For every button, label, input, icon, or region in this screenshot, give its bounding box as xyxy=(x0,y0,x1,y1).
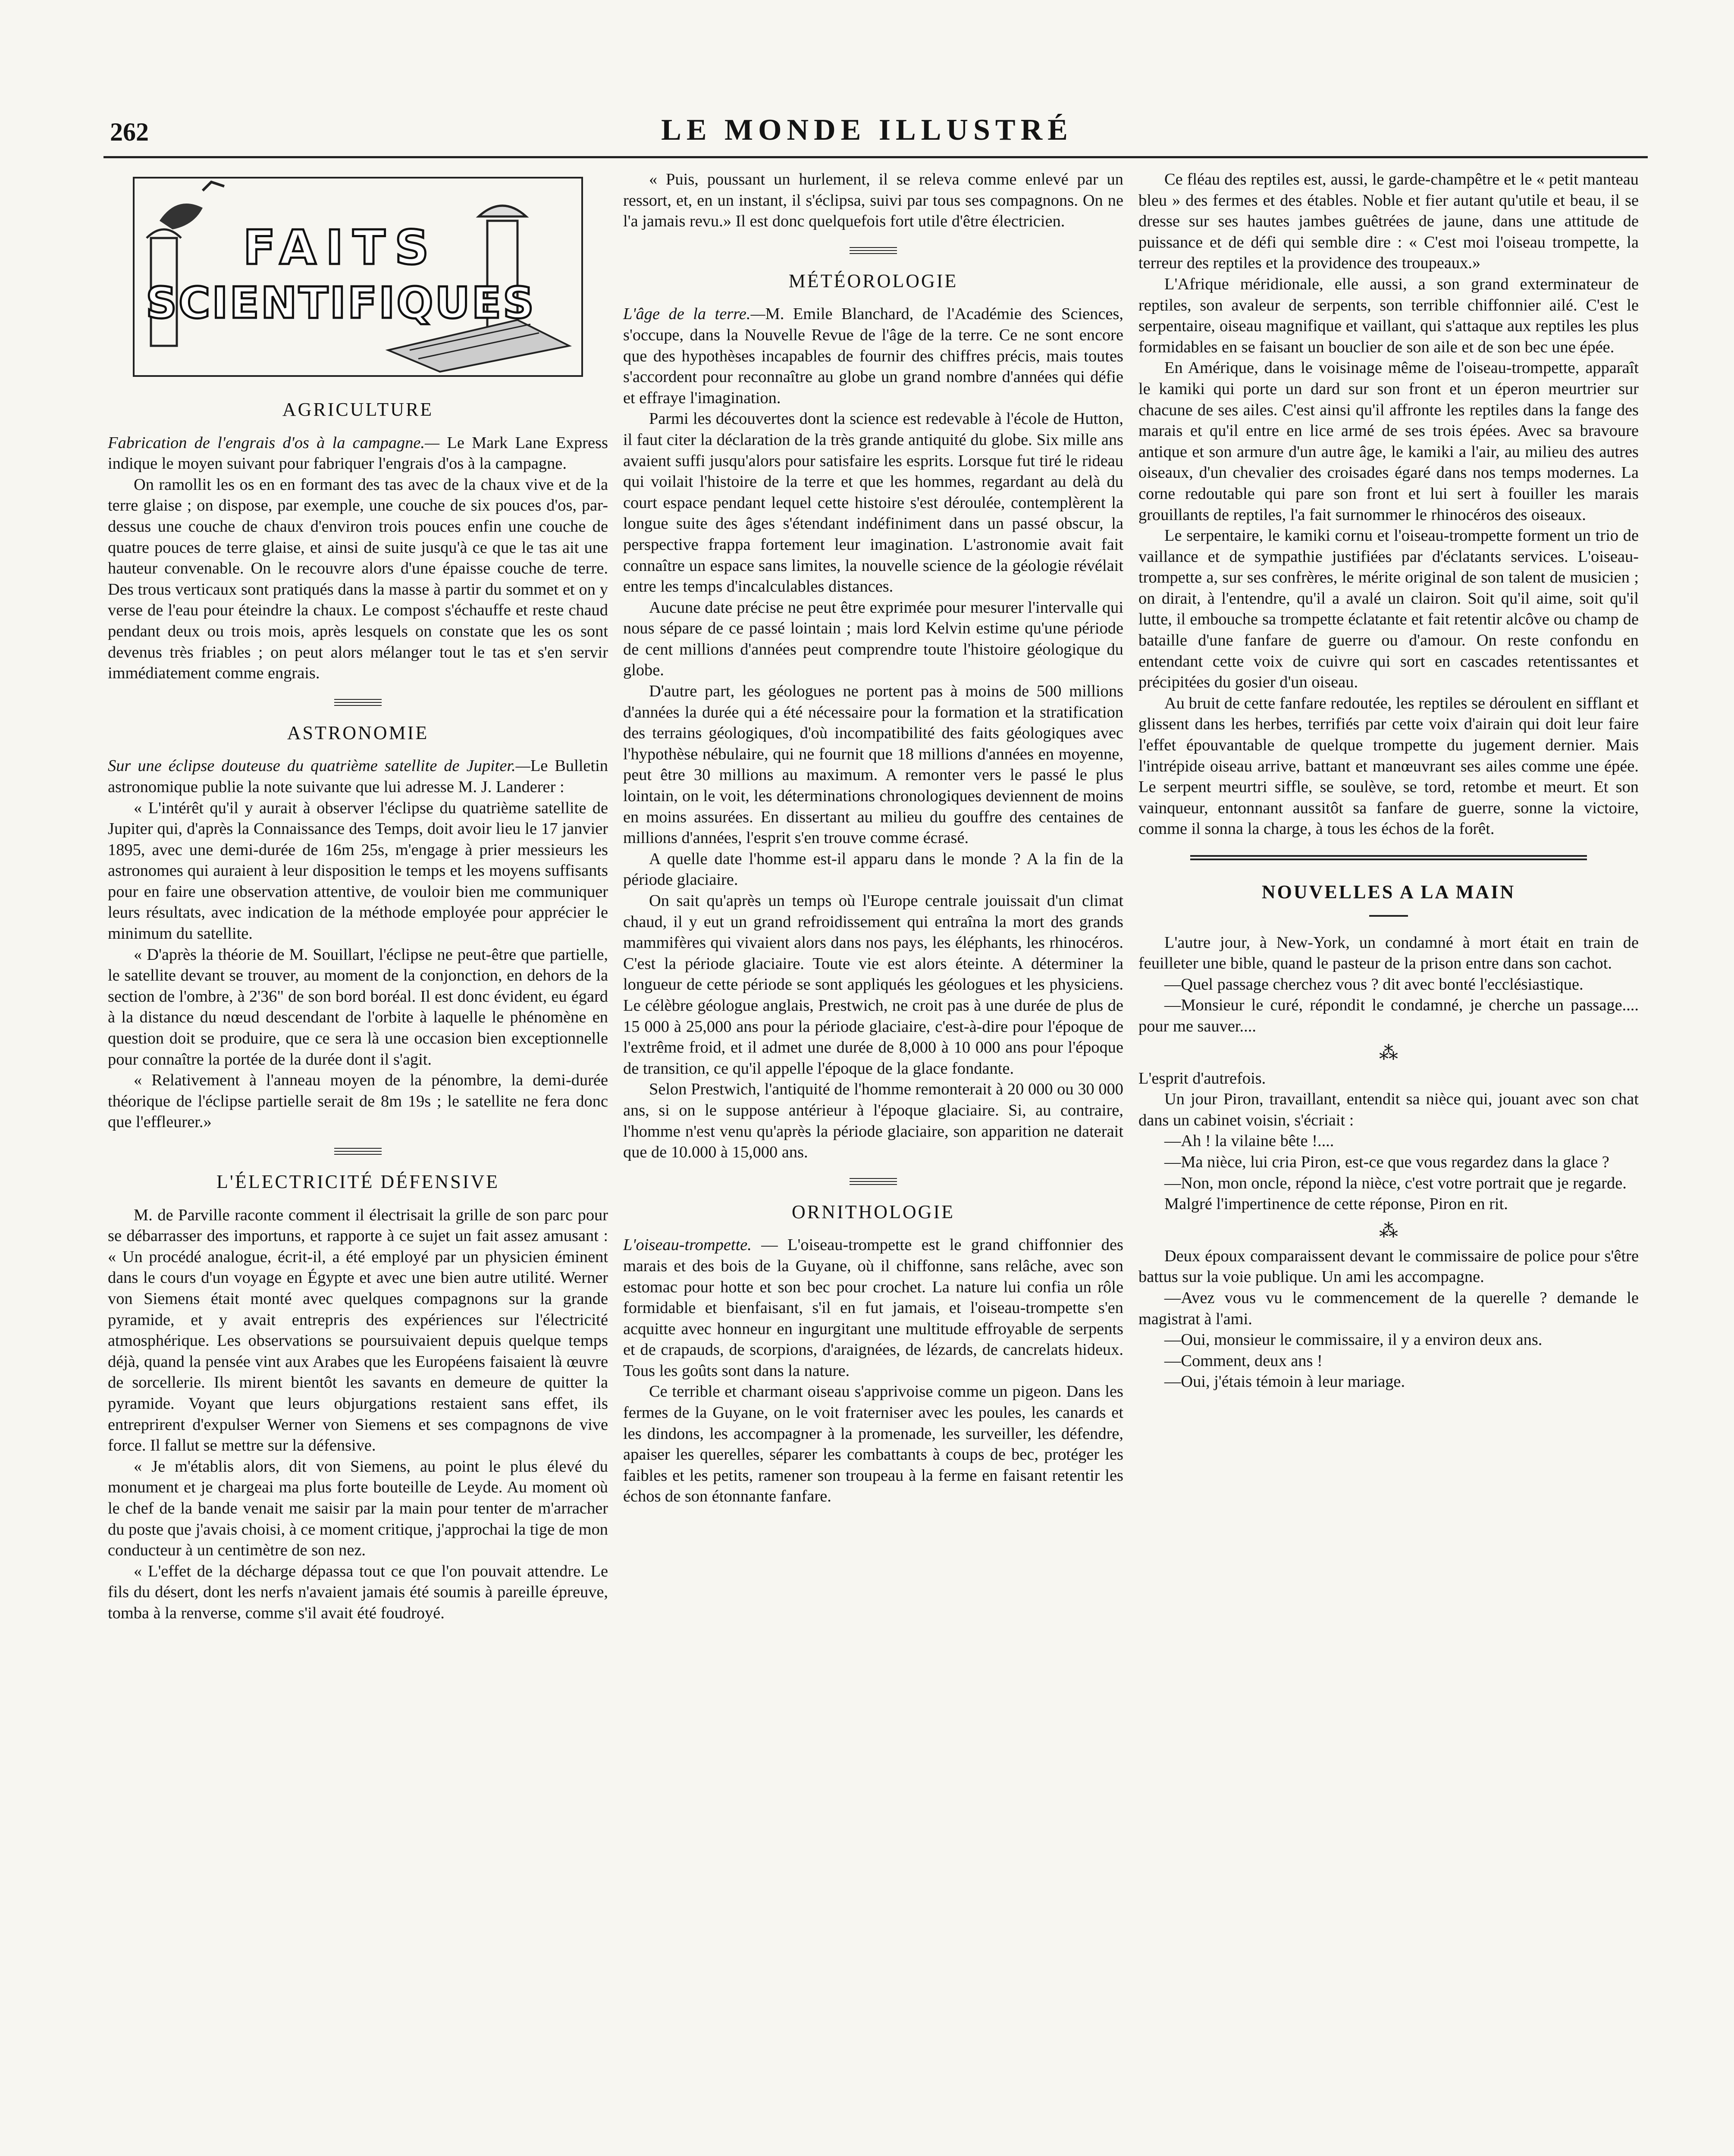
agri-p2: On ramollit les os en en formant des tas avec de la chaux vive et de la terre glaise ; on dispose, par exemple, une couche de six pouces d'os, par-dessus une couche de chaux d'environ trois pouces enfin une couche de quatre pouces de terre glaise, et ainsi de suite jusqu'à ce que le tas ait une hauteur convenable. On le recouvre alors d'une épaisse couche de terre. Des trous verticaux sont pratiqués dans la masse à partir du sommet et on y verse de l'eau pour éteindre la chaux. Le compost s'échauffe et reste chaud pendant deux ou trois mois, après lesquels on constate que les os sont devenus très friables ; on peut alors mélanger tout le tas et s'en servir immédiatement comme engrais. xyxy=(108,475,608,683)
asterism: ⁂ xyxy=(1379,1042,1398,1064)
meteo-p6: On sait qu'après un temps où l'Europe centrale jouissait d'un climat chaud, il y eut un grand refroidissement qui entraîna la mort des grands mammifères qui vivaient alors dans nos pays, les éléphants, les rhinocéros. C'est la période glaciaire. Toute vie est alors éteinte. A déterminer la longueur de cette période se sont appliqués les géologues et les physiciens. Le célèbre géologue anglais, Prestwich, ne croit pas à une durée de plus de 15 000 à 25,000 ans pour la période glaciaire, c'est-à-dire pour l'époque de l'extrême froid, et il admet une durée de 8,000 à 10 000 ans pour l'époque de transition, ce qu'il appelle l'époque de la glace fondante. xyxy=(623,892,1123,1078)
nouv-p10: Deux époux comparaissent devant le commissaire de police pour s'être battus sur la voie publique. Un ami les accompagne. xyxy=(1138,1247,1639,1286)
meteo-p7: Selon Prestwich, l'antiquité de l'homme remonterait à 20 000 ou 30 000 ans, si on le suppose antérieur à l'époque glaciaire. Si, au contraire, l'homme n'est venu qu'après la période glaciaire, son apparition ne daterait que de 10.000 à 15,000 ans. xyxy=(623,1080,1123,1162)
column-1 xyxy=(108,169,608,1623)
header-rule xyxy=(103,156,1648,158)
nouv-p4: L'esprit d'autrefois. xyxy=(1138,1069,1266,1087)
nouv-p9: Malgré l'impertinence de cette réponse, Piron en rit. xyxy=(1164,1195,1508,1213)
nouv-p12: —Oui, monsieur le commissaire, il y a environ deux ans. xyxy=(1164,1331,1543,1349)
heading-nouvelles: NOUVELLES A LA MAIN xyxy=(1261,881,1516,903)
meteo-p4: D'autre part, les géologues ne portent pas à moins de 500 millions d'années la durée qui a été nécessaire pour la formation et la stratification des terrains géologiques, d'où incompatibilité des faits géologiques avec l'hypothèse nébulaire, qui ne fournit que 18 millions d'années en moyenne, peut être 30 millions au maximum. A remonter vers le passé le plus lointain, on le voit, les déterminations chronologiques deviennent de moins en moins assurées. En dissertant au milieu du gouffre des centaines de millions d'années, l'esprit s'en trouve comme écrasé. xyxy=(623,682,1123,847)
ornament-divider xyxy=(847,245,899,256)
lead-agriculture: Fabrication de l'engrais d'os à la campagne.— xyxy=(108,433,440,452)
elec-p3: « L'effet de la décharge dépassa tout ce que l'on pouvait attendre. Le fils du désert, dont les nerfs n'avaient jamais été soumis à pareille épreuve, tomba à la renverse, comme s'il avait été foudroyé. xyxy=(108,1562,608,1622)
meteo-p5: A quelle date l'homme est-il apparu dans le monde ? A la fin de la période glaciaire. xyxy=(623,849,1123,889)
astro-p1: Le Bulletin astronomique publie la note suivante que lui adresse M. J. Landerer : xyxy=(108,757,608,796)
short-rule xyxy=(1369,915,1408,917)
meteo-p1: M. Emile Blanchard, de l'Académie des Sciences, s'occupe, dans la Nouvelle Revue de l'âge de la terre. Ce ne sont encore que des hypothèses incapables de fournir des chiffres précis, mais toutes s'accordent pour reconnaître au globe un grand nombre d'années qui défie et effraye l'imagination. xyxy=(623,305,1123,407)
nouv-p3: —Monsieur le curé, répondit le condamné, je cherche un passage.... pour me sauver.... xyxy=(1138,996,1639,1035)
ornament-divider xyxy=(332,697,384,708)
nouv-p13: —Comment, deux ans ! xyxy=(1164,1351,1323,1370)
lead-astronomie: Sur une éclipse douteuse du quatrième satellite de Jupiter.— xyxy=(108,757,530,775)
nouv-p7: —Ma nièce, lui cria Piron, est-ce que vous regardez dans la glace ? xyxy=(1164,1153,1609,1171)
lead-meteorologie: L'âge de la terre.— xyxy=(623,305,765,323)
orni-p5: En Amérique, dans le voisinage même de l'oiseau-trompette, apparaît le kamiki qui porte un dard sur son front et un éperon meurtrier sur chacune de ses ailes. C'est ainsi qu'il affronte les reptiles dans la fange des marais et qu'il entre en lice armé de ses trois épées. Avec sa bravoure antique et son armure d'un autre âge, le kamiki a l'air, au milieu des autres oiseaux, d'un chevalier des croisades égaré dans nos temps modernes. La corne redoutable qui pare son front et lui sert à fouiller les marais grouillants de reptiles, l'a fait surnommer le rhinocéros des oiseaux. xyxy=(1138,359,1639,524)
heading-meteorologie: MÉTÉOROLOGIE xyxy=(788,270,958,291)
orni-p4: L'Afrique méridionale, elle aussi, a son grand exterminateur de reptiles, son avaleur de serpents, son terrible chiffonnier ailé. C'est le serpentaire, oiseau magnifique et vaillant, qui s'attaque aux reptiles les plus formidables en se faisant un bouclier de son aile et de son bec une épée. xyxy=(1138,275,1639,356)
elec-p2: « Je m'établis alors, dit von Siemens, au point le plus élevé du monument et je chargeai ma plus forte bouteille de Leyde. Au moment où le chef de la bande venait me saisir par la main pour tenter de m'arracher du poste que j'avais choisi, à ce moment critique, j'approchai la tige de mon conducteur à un centimètre de son nez. xyxy=(108,1457,608,1560)
page-number: 262 xyxy=(110,118,149,146)
elec-p4: « Puis, poussant un hurlement, il se releva comme enlevé par un ressort, et, en un instant, il s'éclipsa, suivi par tous ses compagnons. On ne l'a jamais revu.» Il est donc quelquefois fort utile d'être électricien. xyxy=(623,170,1123,231)
orni-p6: Le serpentaire, le kamiki cornu et l'oiseau-trompette forment un trio de vaillance et de sympathie justifiées par d'éclatants services. L'oiseau-trompette a, sur ses confrères, le mérite original de son talent de musicien ; on dirait, à l'entendre, qu'il a avalé un clairon. Soit qu'il aime, soit qu'il lutte, il embouche sa trompette éclatante et fait retentir alcôve ou champ de bataille d'une fanfare de guerre ou d'amour. On reste confondu en entendant cette voix de cuivre qui sort en cascades retentissantes et précipitées du gosier d'un oiseau. xyxy=(1138,526,1639,692)
orni-p7: Au bruit de cette fanfare redoutée, les reptiles se déroulent en sifflant et glissent dans les herbes, terrifiés par cette voix d'airain qui doit leur faire l'effet épouvantable de quelque trompette du jugement dernier. Mais l'intrépide oiseau arrive, battant et manœuvrant ses ailes comme une épée. Le serpent meurtri siffle, se soulève, se tord, retombe et meurt. Et son vainqueur, entonnant aussitôt sa fanfare de guerre, sonne la victoire, comme il sonna la charge, à tous les échos de la forêt. xyxy=(1138,694,1639,838)
astro-p3: « D'après la théorie de M. Souillart, l'éclipse ne peut-être que partielle, le satellite devant se trouver, au moment de la conjonction, en dehors de la section de l'ombre, à 2'36" de son bord boréal. Il est donc évident, eu égard à la distance du nœud descendant de l'orbite à laquelle le phénomène en question doit se produire, que ce sera là une occasion bien exceptionnelle pour connaître la portée de la durée dont il s'agit. xyxy=(108,945,608,1069)
heading-astronomie: ASTRONOMIE xyxy=(287,722,429,743)
logo-line-1: FAITS xyxy=(243,220,439,275)
nouv-p11: —Avez vous vu le commencement de la querelle ? demande le magistrat à l'ami. xyxy=(1138,1288,1639,1328)
logo-line-2: SCIENTIFIQUES xyxy=(145,278,536,328)
section-double-rule xyxy=(1190,855,1587,860)
orni-p2: Ce terrible et charmant oiseau s'apprivoise comme un pigeon. Dans les fermes de la Guyane, on le voit fraterniser avec les poules, les canards et les dindons, les accompagner à la promenade, les surveiller, les défendre, apaiser les querelles, séparer les combattants à coups de bec, protéger les faibles et les petits, ramener son troupeau à la ferme en faisant retentir les échos de son étonnante fanfare. xyxy=(623,1382,1123,1506)
meteo-p3: Aucune date précise ne peut être exprimée pour mesurer l'intervalle qui nous sépare de ce passé lointain ; mais lord Kelvin estime qu'une période de cent millions d'années peut comprendre toute l'histoire géologique du globe. xyxy=(623,598,1123,680)
nouv-p2: —Quel passage cherchez vous ? dit avec bonté l'ecclésiastique. xyxy=(1164,975,1583,993)
orni-p3: Ce fléau des reptiles est, aussi, le garde-champêtre et le « petit manteau bleu » des fermes et des étables. Noble et fier autant qu'utile et beau, il se dresse sur ses hautes jambes guêtrées de jaune, dans une attitude de puissance et de défi qui semble dire : « C'est moi l'oiseau trompette, la terreur des reptiles et la providence des troupeaux.» xyxy=(1138,170,1639,273)
orni-p1: — L'oiseau-trompette est le grand chiffonnier des marais et des bois de la Guyane, où il chiffonne, sans relâche, avec son estomac pour hotte et son bec pour crochet. La nature lui confia un rôle formidable et bienfaisant, s'il en fut jamais, et l'oiseau-trompette s'en acquitte avec honneur en ingurgitant une multitude effroyable de serpents et de crapauds, de scorpions, d'araignées, de lézards, de cancrelats hideux. Tous les goûts sont dans la nature. xyxy=(623,1236,1123,1380)
lead-ornithologie: L'oiseau-trompette. xyxy=(623,1236,752,1254)
heading-electricite: L'ÉLECTRICITÉ DÉFENSIVE xyxy=(216,1171,499,1192)
masthead-title: LE MONDE ILLUSTRÉ xyxy=(661,113,1073,147)
nouv-p6: —Ah ! la vilaine bête !.... xyxy=(1164,1132,1334,1150)
column-3 xyxy=(1138,169,1639,1392)
asterism: ⁂ xyxy=(1379,1220,1398,1241)
nouv-p1: L'autre jour, à New-York, un condamné à mort était en train de feuilleter une bible, quand le pasteur de la prison entre dans son cachot. xyxy=(1138,933,1639,973)
heading-agriculture: AGRICULTURE xyxy=(282,399,434,420)
column-2 xyxy=(623,169,1123,1507)
agri-p1: Le Mark Lane Express indique le moyen suivant pour fabriquer l'engrais d'os à la campagne. xyxy=(108,433,608,473)
meteo-p2: Parmi les découvertes dont la science est redevable à l'école de Hutton, il faut citer la déclaration de la très grande antiquité du globe. Six mille ans avaient suffi jusqu'alors pour satisfaire les esprits. Lorsque fut tiré le rideau qui voilait l'histoire de la terre et que les hommes, regardant au delà du court espace pendant lequel cette histoire s'est déroulée, contemplèrent la longue suite des âges s'étendant indéfiniment dans un passé obscur, la perspective frappa fortement leur imagination. L'astronomie avait fait connaître un espace sans limites, la nouvelle science de la géologie révélait entre les temps d'incalculables distances. xyxy=(623,410,1123,596)
nouv-p5: Un jour Piron, travaillant, entendit sa nièce qui, jouant avec son chat dans un cabinet voisin, s'écriait : xyxy=(1138,1090,1639,1129)
faits-scientifiques-logo xyxy=(108,169,608,385)
elec-p1: M. de Parville raconte comment il électrisait la grille de son parc pour se débarrasser des importuns, et rapporte à ce sujet un fait assez amusant : « Un procédé analogue, écrit-il, a été employé par un physicien éminent dans le cours d'un voyage en Égypte et avec une bien autre utilité. Werner von Siemens était monté avec quelques compagnons sur la grande pyramide, et y avait entrepris des expériences sur l'électricité atmosphérique. Les observations se poursuivaient depuis quelque temps déjà, quand la pensée vint aux Arabes que les Européens faisaient là œuvre de sorcellerie. Ils mirent bientôt les savants en demeure de quitter la pyramide. Voyant que leurs objurgations restaient sans effet, ils entreprirent d'expulser Werner von Siemens et ses compagnons de vive force. Il fallut se mettre sur la défensive. xyxy=(108,1206,608,1455)
nouv-p8: —Non, mon oncle, répond la nièce, c'est votre portrait que je regarde. xyxy=(1164,1174,1627,1192)
nouv-p14: —Oui, j'étais témoin à leur mariage. xyxy=(1164,1373,1405,1391)
astro-p2: « L'intérêt qu'il y aurait à observer l'éclipse du quatrième satellite de Jupiter qui, d'après la Connaissance des Temps, doit avoir lieu le 17 janvier 1895, avec une demi-durée de 16m 25s, m'engage à prier messieurs les astronomes qui auraient à leur disposition le temps et les moyens suffisants pour en faire une observation attentive, de vouloir bien me communiquer leurs résultats, avec indication de la méthode employée pour apprécier le minimum du satellite. xyxy=(108,799,608,943)
ornament-divider xyxy=(847,1176,899,1187)
astro-p4: « Relativement à l'anneau moyen de la pénombre, la demi-durée théorique de l'éclipse partielle serait de 8m 19s ; le satellite ne fera donc que l'effleurer.» xyxy=(108,1071,608,1131)
ornament-divider xyxy=(332,1146,384,1157)
heading-ornithologie: ORNITHOLOGIE xyxy=(792,1201,955,1222)
